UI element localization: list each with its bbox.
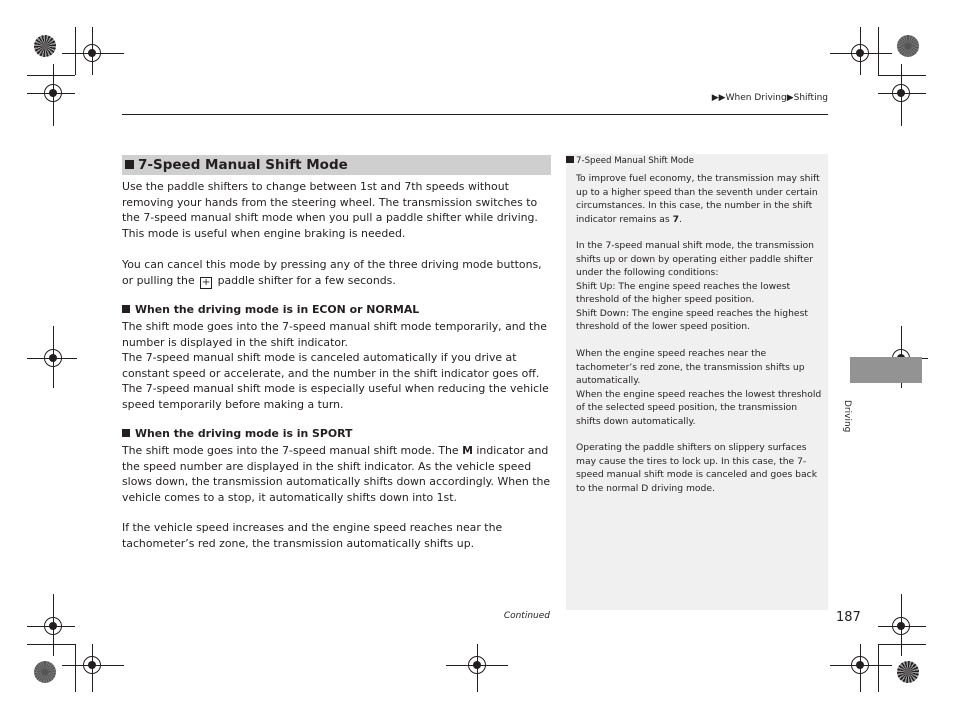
econ-text-3: The 7-speed manual shift mode is especially useful when reducing the vehicle speed temporarily before making a turn. (122, 382, 549, 411)
econ-text-2: The 7-speed manual shift mode is canceled automatically if you drive at constant speed or accelerate, and the number in the shift indicator goes off. (122, 351, 540, 380)
sidebar-p2-text: In the 7-speed manual shift mode, the transmission shifts up or down by operating either paddle shifter under the following conditions: (576, 240, 814, 278)
final-paragraph (122, 520, 554, 551)
sidebar-p5-text: When the engine speed reaches near the tachometer’s red zone, the transmission shifts up automatically. (576, 348, 805, 386)
sport-subheading-text: When the driving mode is in SPORT (135, 427, 353, 440)
chapter-tab[interactable] (850, 357, 922, 383)
sidebar-paragraph-2 (576, 239, 822, 334)
breadcrumb-page: Shifting (793, 93, 828, 103)
sidebar-p1-end: . (679, 213, 682, 225)
sport-text-end: indicator and the speed number are displayed in the shift indicator. As the vehicle speed slows down, the transmission automatically shifts down accordingly. When the vehicle comes to a stop, it automatically shifts down into 1st. (122, 444, 551, 504)
sport-subheading (122, 427, 352, 440)
breadcrumb (690, 93, 828, 103)
econ-paragraphs (122, 319, 554, 412)
cancel-text-start: You can cancel this mode by pressing any of the three driving mode buttons, or pulling the (122, 258, 542, 287)
section-heading: 7-Speed Manual Shift Mode (138, 157, 348, 173)
sidebar-p3-text: Shift Up: The engine speed reaches the lowest threshold of the higher speed position. (576, 280, 791, 305)
color-rosette-icon (34, 661, 56, 683)
sidebar-p1-text: To improve fuel economy, the transmission may shift up to a higher speed than the seventh under certain circumstances. In this case, the number in the shift indicator remains as (576, 173, 820, 225)
plus-paddle-icon: + (201, 276, 211, 288)
final-text: If the vehicle speed increases and the engine speed reaches near the tachometer’s red zone, the transmission automatically shifts up. (122, 521, 503, 550)
econ-text-1: The shift mode goes into the 7-speed manual shift mode temporarily, and the number is displayed in the shift indicator. (122, 320, 547, 349)
cancel-paragraph (122, 257, 554, 289)
sidebar-note-title (566, 156, 694, 166)
m-indicator-label: M (462, 444, 473, 457)
note-marker-icon (566, 156, 574, 163)
sidebar-paragraph-4 (576, 441, 822, 495)
page-number: 187 (836, 610, 861, 625)
seventh-number: 7 (672, 213, 679, 225)
square-bullet-icon (122, 305, 130, 313)
section-heading-bar (122, 155, 551, 175)
breadcrumb-section-link[interactable]: When Driving (725, 93, 787, 103)
sport-paragraph (122, 443, 554, 505)
econ-subheading (122, 303, 419, 316)
sidebar-paragraph-1 (576, 172, 822, 226)
color-rosette-icon (897, 35, 919, 57)
continued-label: Continued (503, 611, 550, 621)
header-rule (122, 114, 828, 115)
color-rosette-icon (897, 661, 919, 683)
sport-text-start: The shift mode goes into the 7-speed manual shift mode. The (122, 444, 463, 457)
econ-subheading-text: When the driving mode is in ECON or NORMAL (135, 303, 420, 316)
color-rosette-icon (34, 35, 56, 57)
intro-paragraph (122, 179, 554, 241)
intro-text: Use the paddle shifters to change between 1st and 7th speeds without removing your hands from the steering wheel. The transmission switches to the 7-speed manual shift mode when you pull a paddle shifter while driving. This mode is useful when engine braking is needed. (122, 180, 538, 240)
breadcrumb-separator-icon: ▶ (786, 93, 794, 103)
square-bullet-icon (125, 160, 134, 169)
sidebar-p6-text: When the engine speed reaches the lowest threshold of the selected speed position, the transmission shifts down automatically. (576, 388, 822, 427)
sidebar-p4-text: Shift Down: The engine speed reaches the highest threshold of the lower speed position. (576, 307, 808, 332)
sidebar-p7-text: Operating the paddle shifters on slippery surfaces may cause the tires to lock up. In this case, the 7-speed manual shift mode is canceled and goes back to the normal D driving mode. (576, 442, 818, 494)
square-bullet-icon (122, 429, 130, 437)
sidebar-paragraph-3 (576, 347, 822, 428)
sidebar-title-text: 7-Speed Manual Shift Mode (576, 156, 694, 166)
cancel-text-end: paddle shifter for a few seconds. (214, 273, 396, 287)
breadcrumb-arrows-icon: ▶▶ (711, 93, 726, 103)
chapter-tab-label: Driving (842, 400, 852, 433)
